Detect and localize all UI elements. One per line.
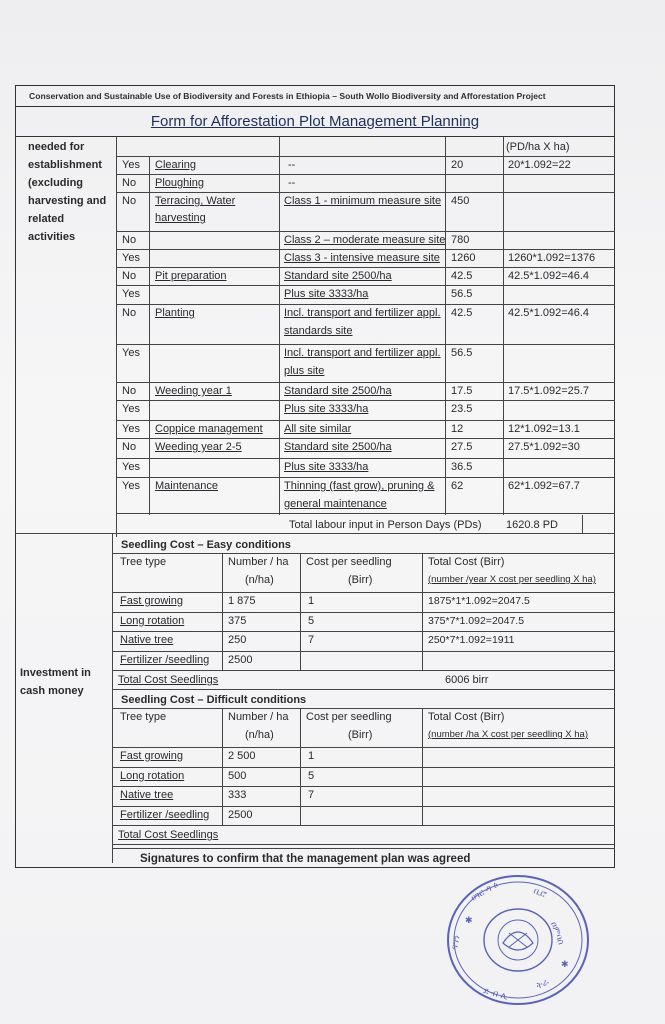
yes-no-cell: No	[122, 177, 137, 189]
easy-number-cell: 250	[228, 634, 247, 646]
pd-per-ha-cell: 450	[451, 195, 470, 207]
difficult-number-cell: 500	[228, 769, 247, 782]
yes-no-cell: No	[122, 307, 137, 319]
site-class-cell: All site similar	[284, 423, 352, 435]
pd-note: (PD/ha X ha)	[506, 141, 570, 153]
activity-cell: harvesting	[155, 212, 206, 224]
yes-no-cell: No	[122, 195, 137, 207]
pd-calc-cell: 20*1.092=22	[508, 159, 571, 171]
pd-per-ha-cell: 17.5	[451, 385, 473, 397]
official-stamp-seal	[443, 871, 593, 1009]
rule-h	[112, 844, 615, 845]
easy-number-cell: 375	[228, 614, 247, 627]
rule-h	[112, 786, 615, 787]
activity-cell: Pit preparation	[155, 270, 227, 282]
activity-cell: Weeding year 2-5	[155, 441, 242, 453]
pd-calc-cell: 27.5*1.092=30	[508, 441, 580, 453]
easy-header-cost: Cost per seedling	[306, 556, 392, 568]
site-class-cell: Plus site 3333/ha	[284, 403, 369, 415]
total-labour-label: Total labour input in Person Days (PDs)	[289, 519, 482, 531]
rule-h	[116, 382, 615, 383]
pd-calc-cell: 12*1.092=13.1	[508, 423, 580, 435]
site-class-cell: plus site	[284, 365, 325, 377]
yes-no-cell: Yes	[122, 288, 140, 300]
difficult-tree-type-cell: Fast growing	[120, 750, 183, 762]
easy-total-label: Total Cost Seedlings	[118, 674, 219, 686]
easy-header-type: Tree type	[120, 556, 167, 568]
easy-seedling-title: Seedling Cost – Easy conditions	[121, 539, 291, 551]
rule-h	[116, 438, 615, 439]
site-class-cell: Plus site 3333/ha	[284, 288, 369, 300]
activity-cell: Maintenance	[155, 480, 218, 492]
svg-text:ዳግን: ዳግን	[450, 934, 463, 952]
yes-no-cell: No	[122, 385, 137, 397]
divider	[112, 848, 615, 849]
difficult-seedling-title: Seedling Cost – Difficult conditions	[121, 694, 307, 706]
pd-per-ha-cell: 23.5	[451, 403, 473, 415]
svg-text:✱: ✱	[465, 916, 473, 926]
site-class-cell: Incl. transport and fertilizer appl.	[284, 347, 441, 359]
rule-h	[112, 592, 615, 593]
easy-number-cell: 1 875	[228, 595, 256, 607]
site-class-cell: standards site	[284, 325, 353, 337]
activity-cell: Clearing	[155, 159, 196, 171]
yes-no-cell: Yes	[122, 403, 140, 415]
rule-h	[116, 174, 615, 175]
section-label-line: activities	[28, 231, 76, 243]
yes-no-cell: Yes	[122, 480, 140, 492]
pd-per-ha-cell: 42.5	[451, 307, 473, 319]
pd-per-ha-cell: 36.5	[451, 461, 473, 473]
pd-calc-cell: 1260*1.092=1376	[508, 252, 596, 264]
difficult-header-type: Tree type	[120, 711, 167, 723]
difficult-header-number: Number / ha	[228, 711, 289, 723]
activity-cell: Planting	[155, 307, 195, 319]
difficult-number-cell: 333	[228, 789, 247, 801]
rule-v	[112, 533, 113, 863]
easy-total-value: 6006 birr	[445, 674, 489, 686]
pd-per-ha-cell: 42.5	[451, 270, 473, 282]
easy-total-cell: 375*7*1.092=2047.5	[428, 614, 525, 627]
svg-text:ትራ: ትራ	[535, 977, 551, 992]
yes-no-cell: Yes	[122, 252, 140, 264]
rule-h	[112, 708, 615, 709]
easy-number-cell: 2500	[228, 653, 253, 666]
section-label-line: harvesting and	[28, 195, 107, 207]
pd-calc-cell: 17.5*1.092=25.7	[508, 385, 590, 397]
svg-text:ዐምባሰ: ዐምባሰ	[548, 920, 566, 947]
site-class-cell: --	[288, 159, 296, 171]
yes-no-cell: Yes	[122, 159, 140, 171]
pd-per-ha-cell: 62	[451, 480, 464, 492]
difficult-cost-cell: 5	[308, 769, 315, 782]
easy-header-total: Total Cost (Birr)	[428, 556, 505, 568]
rule-h	[116, 285, 615, 286]
pd-calc-cell: 62*1.092=67.7	[508, 480, 580, 492]
rule-h	[112, 612, 615, 613]
easy-header-total-formula: (number /year X cost per seedling X ha)	[428, 574, 596, 585]
site-class-cell: Class 1 - minimum measure site	[284, 195, 442, 207]
total-labour-value: 1620.8 PD	[506, 519, 558, 531]
easy-cost-cell: 1	[308, 595, 315, 607]
activity-cell: Coppice management	[155, 423, 263, 435]
rule-v	[582, 515, 583, 533]
difficult-cost-cell: 7	[308, 789, 315, 801]
pd-per-ha-cell: 27.5	[451, 441, 473, 453]
yes-no-cell: No	[122, 441, 137, 453]
svg-text:ሀገር ዳ ዕ: ሀገር ዳ ዕ	[469, 880, 501, 904]
rule-h	[112, 553, 615, 554]
yes-no-cell: Yes	[122, 423, 140, 435]
activity-cell: Ploughing	[155, 177, 204, 189]
difficult-header-cost-unit: (Birr)	[348, 729, 373, 741]
difficult-tree-type-cell: Long rotation	[120, 769, 185, 782]
rule-h	[112, 825, 615, 826]
site-class-cell: Standard site 2500/ha	[284, 270, 392, 282]
site-class-cell: Standard site 2500/ha	[284, 385, 392, 397]
pd-per-ha-cell: 20	[451, 159, 464, 171]
difficult-total-label: Total Cost Seedlings	[118, 829, 219, 841]
section-label-line: establishment	[28, 159, 102, 171]
easy-header-number: Number / ha	[228, 556, 289, 568]
rule-h	[112, 747, 615, 748]
easy-total-cell: 1875*1*1.092=2047.5	[428, 595, 530, 607]
site-class-cell: --	[288, 177, 296, 189]
site-class-cell: Incl. transport and fertilizer appl.	[284, 307, 441, 319]
site-class-cell: Thinning (fast grow), pruning &	[284, 480, 435, 492]
pd-per-ha-cell: 56.5	[451, 347, 473, 359]
site-class-cell: Plus site 3333/ha	[284, 461, 369, 473]
pd-per-ha-cell: 780	[451, 234, 470, 246]
rule-h	[116, 249, 615, 250]
rule-h	[116, 477, 615, 478]
difficult-tree-type-cell: Fertilizer /seedling	[120, 808, 210, 821]
form-title: Form for Afforestation Plot Management Planning	[15, 107, 615, 137]
section-label-line: cash money	[20, 685, 84, 697]
site-class-cell: general maintenance	[284, 498, 387, 510]
difficult-tree-type-cell: Native tree	[120, 789, 174, 801]
pd-calc-cell: 42.5*1.092=46.4	[508, 270, 590, 282]
difficult-header-total: Total Cost (Birr)	[428, 711, 505, 723]
activity-cell: Weeding year 1	[155, 385, 232, 397]
yes-no-cell: No	[122, 234, 137, 246]
rule-h	[112, 689, 615, 690]
rule-v	[149, 156, 150, 515]
rule-h	[112, 670, 615, 671]
easy-tree-type-cell: Fast growing	[120, 595, 183, 607]
rule-h	[112, 631, 615, 632]
rule-h	[112, 651, 615, 652]
svg-text:✱: ✱	[561, 960, 569, 970]
rule-h	[116, 420, 615, 421]
easy-tree-type-cell: Fertilizer /seedling	[120, 653, 210, 666]
easy-cost-cell: 7	[308, 634, 315, 646]
difficult-number-cell: 2 500	[228, 750, 256, 762]
site-class-cell: Standard site 2500/ha	[284, 441, 392, 453]
easy-cost-cell: 5	[308, 614, 315, 627]
yes-no-cell: Yes	[122, 347, 140, 359]
rule-h	[116, 304, 615, 305]
rule-h	[116, 192, 615, 193]
difficult-number-cell: 2500	[228, 808, 253, 821]
rule-h	[116, 513, 615, 514]
svg-text:ቢሮ: ቢሮ	[531, 886, 548, 901]
section-label-line: (excluding	[28, 177, 84, 189]
rule-h	[116, 231, 615, 232]
signature-line: Signatures to confirm that the management plan was agreed	[140, 853, 471, 865]
rule-h	[116, 156, 615, 157]
site-class-cell: Class 3 - intensive measure site	[284, 252, 440, 264]
project-header: Conservation and Sustainable Use of Biodiversity and Forests in Ethiopia – South Wollo Biodiversity and Afforestation Project	[15, 85, 615, 107]
rule-h	[15, 533, 615, 534]
section-label-line: Investment in	[20, 667, 91, 679]
rule-h	[116, 344, 615, 345]
section-label-line: needed for	[28, 141, 85, 153]
difficult-header-total-formula: (number /ha X cost per seedling X ha)	[428, 729, 589, 740]
rule-h	[116, 458, 615, 459]
easy-tree-type-cell: Long rotation	[120, 614, 185, 627]
pd-per-ha-cell: 56.5	[451, 288, 473, 300]
easy-header-cost-unit: (Birr)	[348, 574, 373, 586]
easy-header-number-unit: (n/ha)	[245, 574, 274, 586]
rule-h	[116, 400, 615, 401]
pd-calc-cell: 42.5*1.092=46.4	[508, 307, 590, 319]
yes-no-cell: Yes	[122, 461, 140, 473]
difficult-cost-cell: 1	[308, 750, 315, 762]
activity-cell: Terracing, Water	[155, 195, 236, 207]
rule-h	[116, 267, 615, 268]
svg-text:ደ ብ ሊ: ደ ብ ሊ	[482, 986, 509, 1003]
easy-tree-type-cell: Native tree	[120, 634, 174, 646]
difficult-header-cost: Cost per seedling	[306, 711, 392, 723]
pd-per-ha-cell: 12	[451, 423, 464, 435]
rule-h	[112, 806, 615, 807]
rule-h	[112, 767, 615, 768]
pd-per-ha-cell: 1260	[451, 252, 476, 264]
yes-no-cell: No	[122, 270, 137, 282]
section-label-line: related	[28, 213, 65, 225]
site-class-cell: Class 2 – moderate measure site	[284, 234, 446, 246]
easy-total-cell: 250*7*1.092=1911	[428, 634, 515, 646]
difficult-header-number-unit: (n/ha)	[245, 729, 274, 741]
